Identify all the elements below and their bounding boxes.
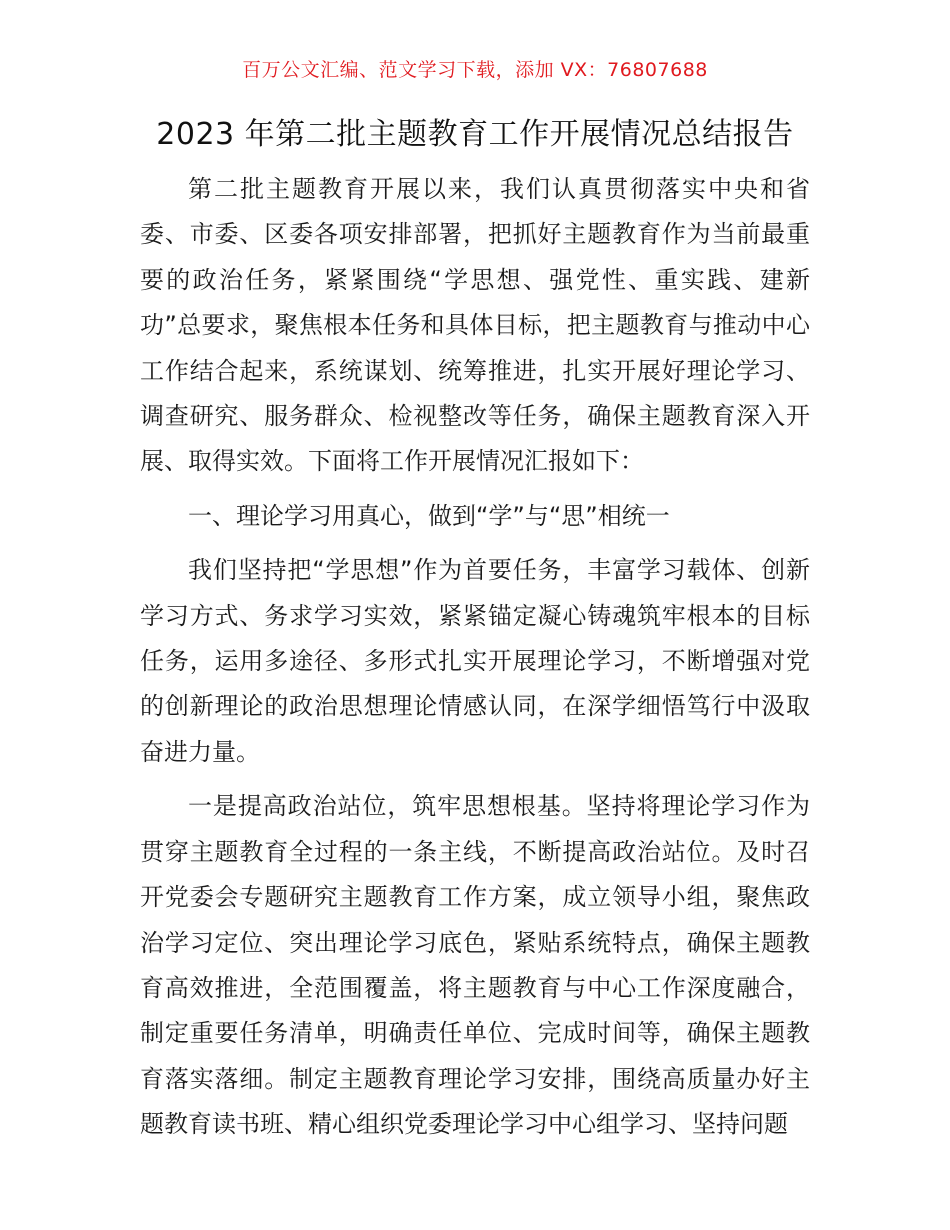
header-banner: 百万公文汇编、范文学习下载，添加 VX：76807688 <box>242 59 708 81</box>
point-one-paragraph: 一是提高政治站位，筑牢思想根基。坚持将理论学习作为贯穿主题教育全过程的一条主线，不断提高政治站位。及时召开党委会专题研究主题教育工作方案，成立领导小组，聚焦政治学习定位、突出理论学习底色，紧贴系统特点，确保主题教育高效推进，全范围覆盖，将主题教育与中心工作深度融合，制定重要任务清单，明确责任单位、完成时间等，确保主题教育落实落细。制定主题教育理论学习安排，围绕高质量办好主题教育读书班、精心组织党委理论学习中心组学习、坚持问题 <box>140 792 810 1139</box>
document-body <box>140 167 810 1148</box>
section-heading: 一、理论学习用真心，做到“学”与“思”相统一 <box>188 501 670 530</box>
intro-paragraph: 第二批主题教育开展以来，我们认真贯彻落实中央和省委、市委、区委各项安排部署，把抓好主题教育作为当前最重要的政治任务，紧紧围绕“学思想、强党性、重实践、建新功”总要求，聚焦根本任务和具体目标，把主题教育与推动中心工作结合起来，系统谋划、统筹推进，扎实开展好理论学习、调查研究、服务群众、检视整改等任务，确保主题教育深入开展、取得实效。下面将工作开展情况汇报如下： <box>140 175 810 476</box>
section-intro-paragraph: 我们坚持把“学思想”作为首要任务，丰富学习载体、创新学习方式、务求学习实效，紧紧锚定凝心铸魂筑牢根本的目标任务，运用多途径、多形式扎实开展理论学习，不断增强对党的创新理论的政治思想理论情感认同，在深学细悟笃行中汲取奋进力量。 <box>140 556 810 766</box>
document-title: 2023 年第二批主题教育工作开展情况总结报告 <box>156 117 794 152</box>
